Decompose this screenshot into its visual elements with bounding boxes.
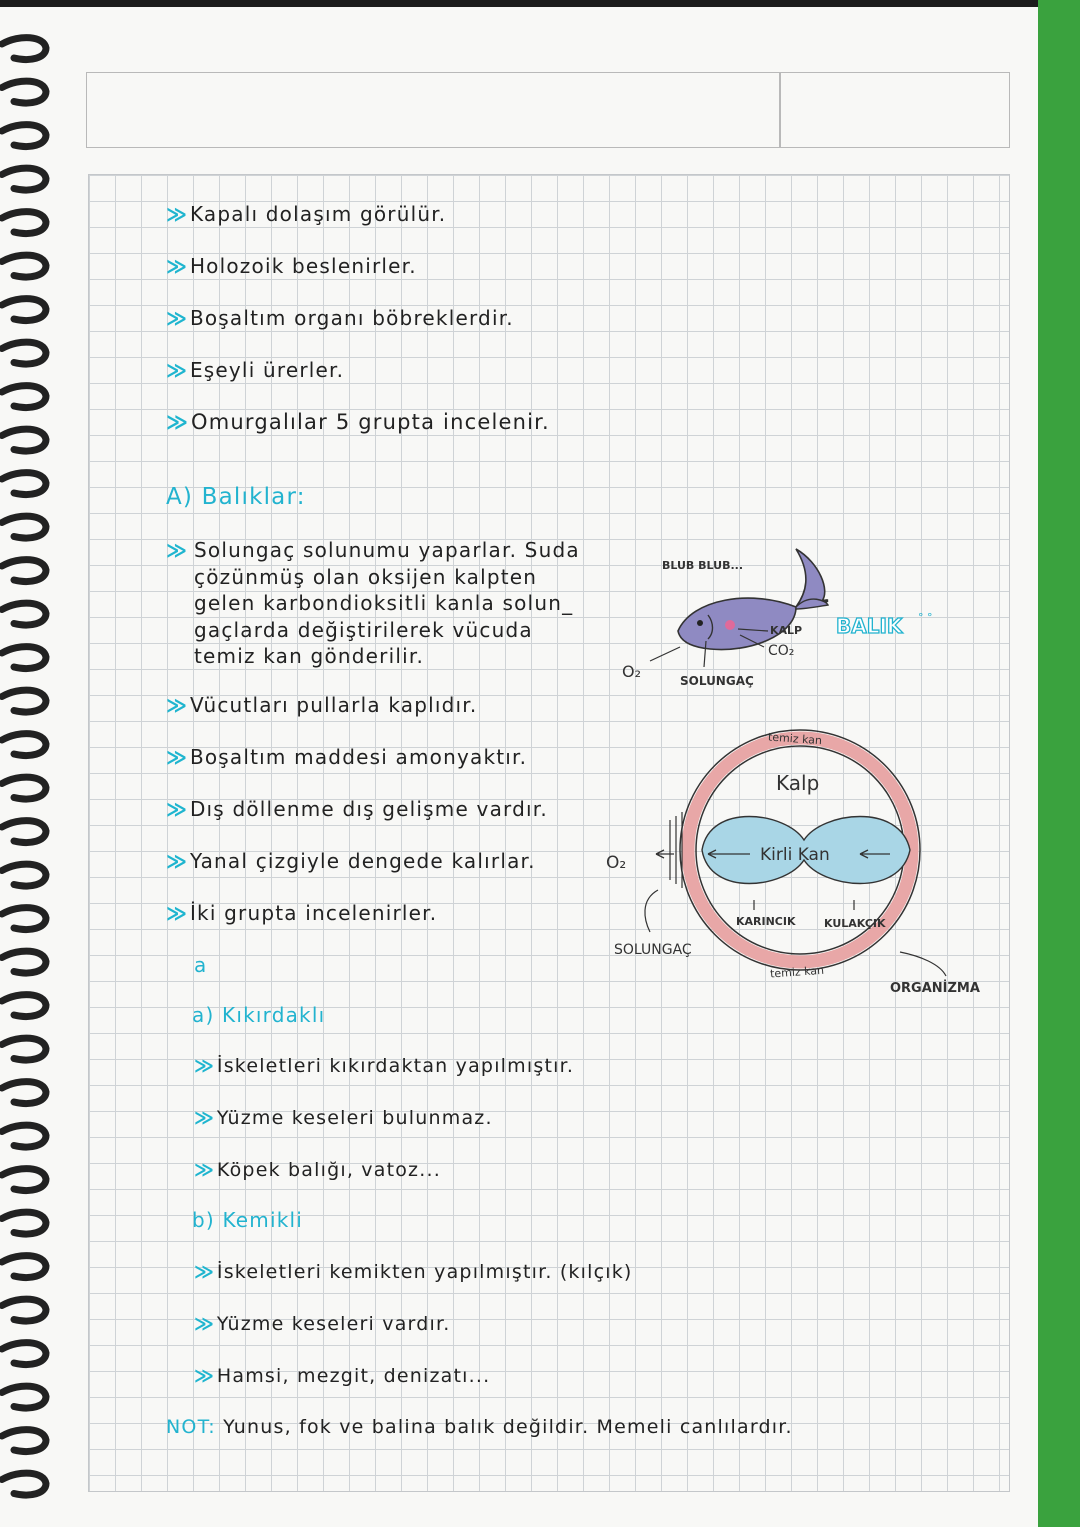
- spiral-coil: [2, 603, 46, 625]
- fish-fact: ≫ Dış döllenme dış gelişme vardır.: [166, 797, 548, 821]
- respiration-bullet: [166, 538, 190, 562]
- spiral-coil: [2, 1169, 46, 1191]
- temiz-kan-bottom: temiz kan: [769, 963, 825, 981]
- bullet-icon: ≫: [194, 1261, 211, 1283]
- respiration-paragraph: Solungaç solunumu yaparlar. Suda çözünmüş olan oksijen kalpten gelen karbondioksitli kanla solun_ gaçlarda değiştirilerek vücuda temiz kan gönderilir.: [194, 538, 580, 668]
- fish-heart-spot: [725, 620, 735, 630]
- fish-diagram: [600, 535, 960, 695]
- spiral-coil: [2, 168, 46, 190]
- spiral-coil: [2, 1299, 46, 1321]
- bullet-icon: ≫: [166, 693, 184, 717]
- solungac-pointer: [645, 890, 658, 932]
- solungac-label: SOLUNGAÇ: [680, 674, 754, 688]
- o2-pointer: [650, 647, 680, 661]
- bony-fact: ≫ Hamsi, mezgit, denizatı...: [194, 1365, 491, 1387]
- spiral-coil: [2, 212, 46, 234]
- spiral-coil: [2, 125, 46, 147]
- bullet-icon: ≫: [166, 538, 184, 562]
- cartilaginous-fact: ≫ Köpek balığı, vatoz...: [194, 1159, 441, 1181]
- bullet-icon: ≫: [166, 254, 184, 278]
- bullet-icon: ≫: [166, 410, 185, 434]
- header-divider: [779, 73, 781, 147]
- karincik-label: KARINCIK: [736, 915, 796, 928]
- o2-arrow: [656, 850, 674, 858]
- fish-fact: ≫ Boşaltım maddesi amonyaktır.: [166, 745, 528, 769]
- section-heading-fish: A) Balıklar:: [166, 484, 306, 510]
- spiral-coil: [2, 647, 46, 669]
- spiral-coil: [2, 1430, 46, 1452]
- note-text: Yunus, fok ve balina balık değildir. Memeli canlılardır.: [223, 1416, 793, 1438]
- bullet-icon: ≫: [194, 1365, 211, 1387]
- bullet-icon: ≫: [166, 306, 184, 330]
- subheading-cartilaginous: a) Kıkırdaklı: [192, 1003, 326, 1027]
- spiral-coil: [2, 1473, 46, 1495]
- fish-fact: ≫ Vücutları pullarla kaplıdır.: [166, 693, 478, 717]
- stray-mark: a: [194, 953, 208, 977]
- spiral-coil: [2, 1212, 46, 1234]
- spiral-coil: [2, 429, 46, 451]
- top-edge: [0, 0, 1080, 7]
- solungac-label: SOLUNGAÇ: [614, 942, 692, 958]
- bullet-icon: ≫: [194, 1159, 211, 1181]
- spiral-coil: [2, 951, 46, 973]
- bullet-icon: ≫: [166, 745, 184, 769]
- spiral-coil: [2, 777, 46, 799]
- spiral-coil: [2, 1082, 46, 1104]
- spiral-coil: [2, 734, 46, 756]
- spiral-coil: [2, 690, 46, 712]
- spiral-coil: [2, 864, 46, 886]
- spiral-binding: [0, 30, 60, 1510]
- o2-label: O₂: [606, 853, 627, 873]
- bony-fact: ≫ İskeletleri kemikten yapılmıştır. (kılçık): [194, 1261, 633, 1283]
- intro-item: ≫ Eşeyli ürerler.: [166, 358, 345, 382]
- organizma-label: ORGANİZMA: [890, 981, 980, 996]
- spiral-coil: [2, 1386, 46, 1408]
- bullet-icon: ≫: [166, 901, 184, 925]
- bullet-icon: ≫: [194, 1055, 211, 1077]
- spiral-coil: [2, 38, 46, 60]
- bony-fact: ≫ Yüzme keseleri vardır.: [194, 1313, 451, 1335]
- fish-fact: ≫ İki grupta incelenirler.: [166, 901, 438, 925]
- spiral-coil: [2, 908, 46, 930]
- bullet-icon: ≫: [166, 202, 184, 226]
- spiral-coil: [2, 516, 46, 538]
- bubble-text: BLUB BLUB...: [662, 559, 744, 572]
- header-box: [86, 72, 1010, 148]
- circulation-diagram: [600, 720, 980, 1000]
- o2-label: O₂: [622, 662, 642, 681]
- note-line: [166, 1416, 793, 1438]
- kulakcik-label: KULAKÇIK: [824, 917, 886, 930]
- spiral-coil: [2, 1256, 46, 1278]
- spiral-coil: [2, 821, 46, 843]
- bullet-icon: ≫: [194, 1107, 211, 1129]
- fish-fact: ≫ Yanal çizgiyle dengede kalırlar.: [166, 849, 536, 873]
- fish-eye: [697, 620, 703, 626]
- spiral-coil: [2, 473, 46, 495]
- spiral-coil: [2, 1343, 46, 1365]
- spiral-coil: [2, 1038, 46, 1060]
- intro-item: ≫ Kapalı dolaşım görülür.: [166, 202, 447, 226]
- subheading-bony: b) Kemikli: [192, 1208, 304, 1232]
- spiral-coil: [2, 299, 46, 321]
- spiral-coil: [2, 995, 46, 1017]
- intro-item: ≫ Omurgalılar 5 grupta incelenir.: [166, 410, 550, 434]
- cartilaginous-fact: ≫ Yüzme keseleri bulunmaz.: [194, 1107, 493, 1129]
- bullet-icon: ≫: [194, 1313, 211, 1335]
- bullet-icon: ≫: [166, 358, 184, 382]
- kirli-kan-label: Kirli Kan: [760, 845, 830, 865]
- spiral-coil: [2, 386, 46, 408]
- spiral-coil: [2, 255, 46, 277]
- bullet-icon: ≫: [166, 797, 184, 821]
- kalp-label: KALP: [770, 624, 803, 637]
- note-label: NOT:: [166, 1416, 216, 1438]
- co2-label: CO₂: [768, 643, 795, 659]
- intro-item: ≫ Boşaltım organı böbreklerdir.: [166, 306, 514, 330]
- green-cover-edge: [1038, 0, 1080, 1527]
- cartilaginous-fact: ≫ İskeletleri kıkırdaktan yapılmıştır.: [194, 1055, 575, 1077]
- fish-title: BALIK: [836, 614, 903, 638]
- kalp-label: Kalp: [776, 771, 820, 795]
- title-decoration: ° °: [918, 611, 933, 624]
- spiral-coil: [2, 342, 46, 364]
- spiral-coil: [2, 1125, 46, 1147]
- spiral-coil: [2, 81, 46, 103]
- bullet-icon: ≫: [166, 849, 184, 873]
- temiz-kan-top: temiz kan: [767, 730, 823, 748]
- organizma-pointer: [900, 952, 946, 976]
- intro-item: ≫ Holozoik beslenirler.: [166, 254, 417, 278]
- spiral-coil: [2, 560, 46, 582]
